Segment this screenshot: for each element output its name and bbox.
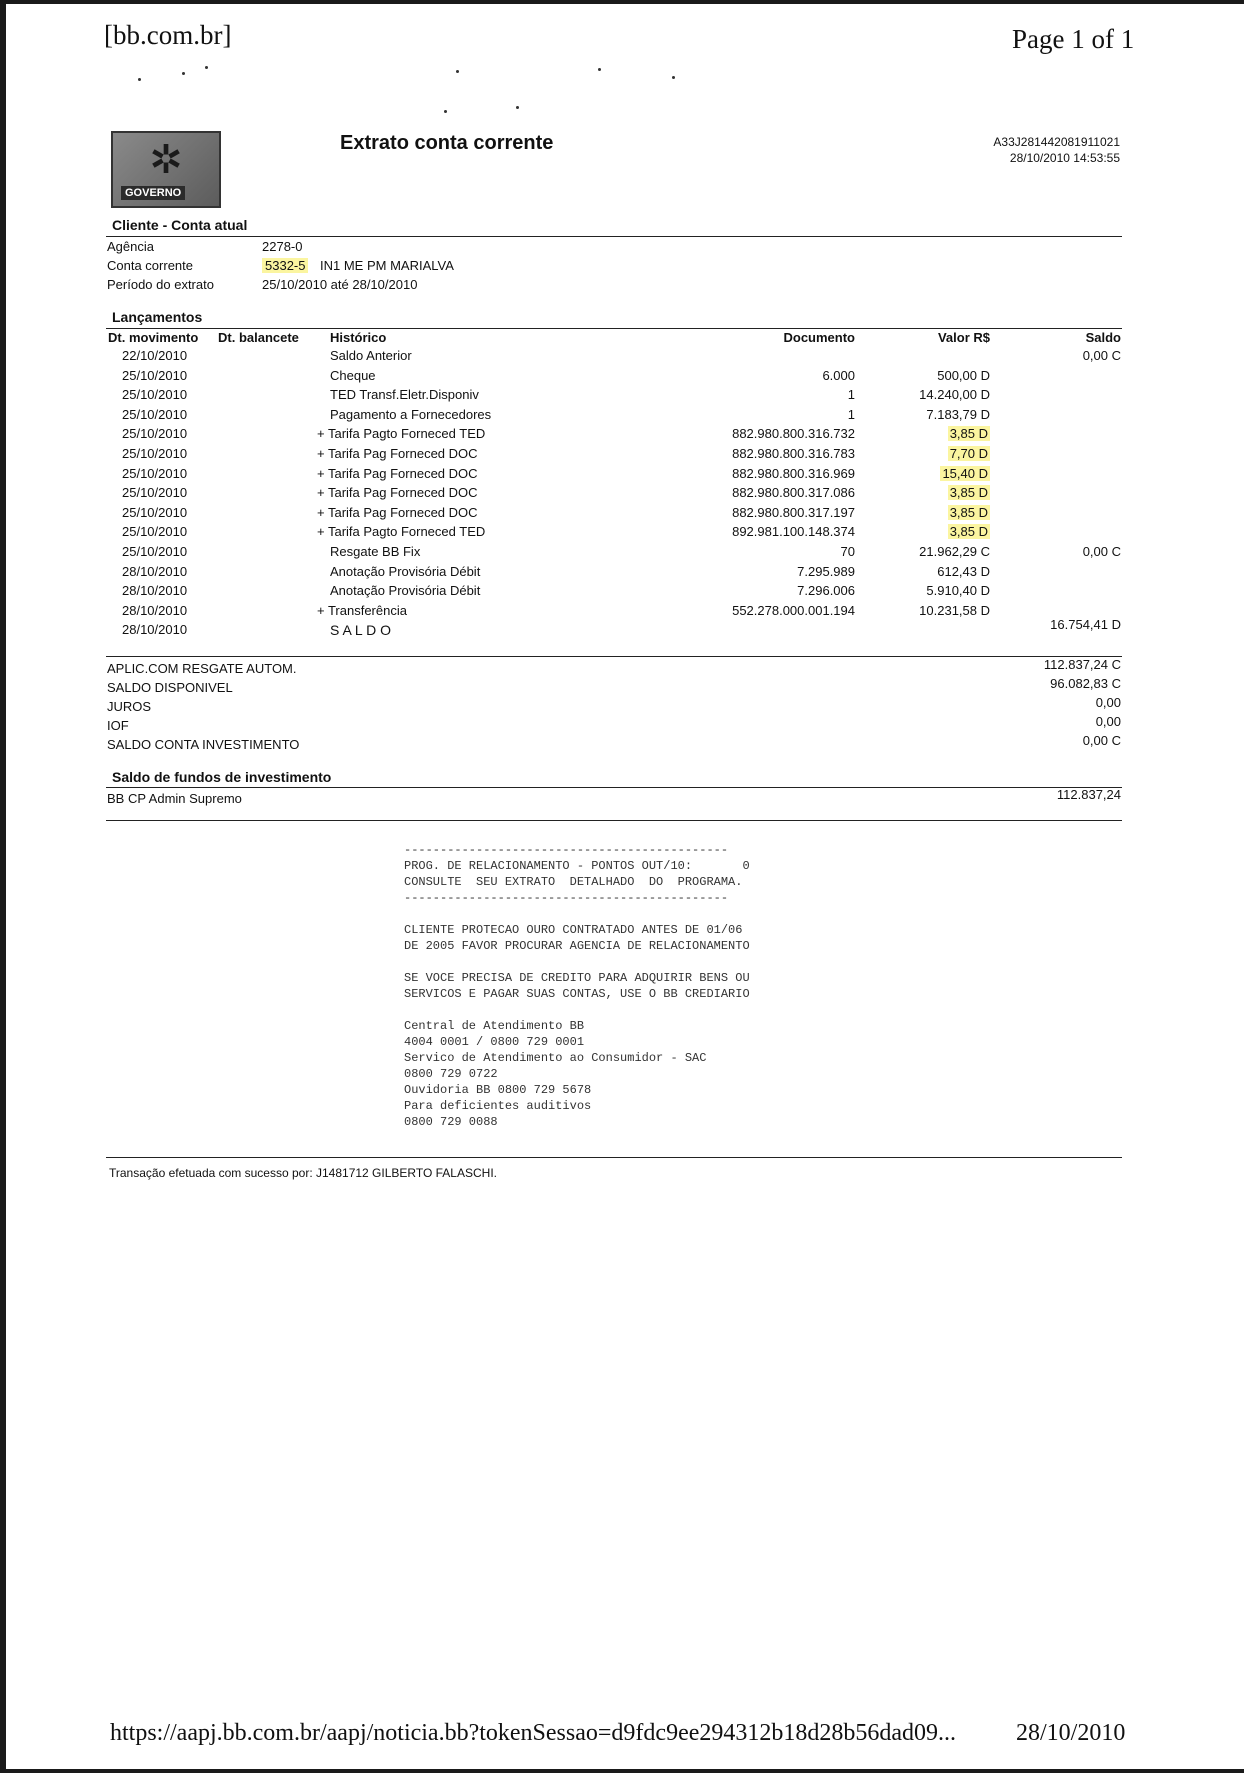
table-row	[0, 387, 1244, 406]
print-header-site: [bb.com.br]	[104, 20, 232, 50]
row-saldo: 0,00 C	[1082, 544, 1121, 559]
row-valor	[860, 485, 990, 500]
agencia-label: Agência	[107, 239, 154, 254]
divider	[106, 328, 1122, 329]
row-date: 25/10/2010	[122, 465, 188, 481]
table-row	[0, 485, 1244, 504]
table-row	[0, 505, 1244, 524]
divider	[106, 1157, 1122, 1158]
col-dt-balancete: Dt. balancete	[218, 330, 299, 345]
row-date: 25/10/2010	[122, 504, 188, 520]
notice-dashes: ---------------------------------------------	[404, 843, 729, 857]
scan-speck	[516, 106, 519, 109]
client-section-title: Cliente - Conta atual	[112, 217, 248, 233]
row-date: 22/10/2010	[122, 348, 188, 363]
row-document: 882.980.800.317.086	[732, 485, 855, 501]
row-description: + Tarifa Pag Forneced DOC	[317, 465, 478, 481]
table-row	[0, 368, 1244, 387]
notice-line: 0800 729 0722	[404, 1067, 498, 1081]
fundos-section-title: Saldo de fundos de investimento	[112, 769, 332, 785]
notice-line: CONSULTE SEU EXTRATO DETALHADO DO PROGRAMA.	[404, 875, 743, 889]
notice-line: Ouvidoria BB 0800 729 5678	[404, 1083, 592, 1097]
notice-line: 4004 0001 / 0800 729 0001	[404, 1035, 585, 1049]
notice-line: SERVICOS E PAGAR SUAS CONTAS, USE O BB CREDIARIO	[404, 987, 750, 1001]
summary-label: SALDO DISPONIVEL	[107, 680, 233, 695]
bb-logo-icon: ✲	[149, 137, 183, 183]
row-date: 25/10/2010	[122, 524, 188, 540]
row-valor	[860, 426, 990, 441]
conta-label: Conta corrente	[107, 258, 193, 273]
row-description: TED Transf.Eletr.Disponiv	[330, 387, 479, 403]
row-description: + Tarifa Pag Forneced DOC	[317, 504, 478, 520]
highlighted-valor: 3,85 D	[949, 426, 988, 442]
document-id: A33J281442081911021	[993, 135, 1120, 149]
periodo-label: Período do extrato	[107, 277, 214, 292]
table-row	[0, 407, 1244, 426]
row-document: 6.000	[822, 367, 855, 383]
row-document: 70	[840, 544, 855, 559]
row-description: + Tarifa Pagto Forneced TED	[317, 524, 486, 540]
summary-label: SALDO CONTA INVESTIMENTO	[107, 737, 300, 752]
row-description: Cheque	[330, 367, 376, 383]
table-row	[0, 426, 1244, 445]
notice-line: 0800 729 0088	[404, 1115, 498, 1129]
row-description: Resgate BB Fix	[330, 544, 421, 559]
table-row	[0, 544, 1244, 563]
scan-speck	[205, 66, 208, 69]
row-date: 28/10/2010	[122, 622, 188, 638]
document-code	[900, 134, 1120, 166]
notice-line: DE 2005 FAVOR PROCURAR AGENCIA DE RELACIONAMENTO	[404, 939, 750, 953]
row-description: Saldo Anterior	[330, 348, 412, 363]
summary-label: IOF	[107, 718, 129, 733]
conta-number: 5332-5	[262, 258, 308, 273]
row-date: 25/10/2010	[122, 544, 188, 559]
notice-line: Central de Atendimento BB	[404, 1019, 585, 1033]
col-historico: Histórico	[330, 330, 387, 345]
summary-value: 0,00	[1095, 714, 1121, 729]
notice-dashes: ---------------------------------------------	[404, 891, 729, 905]
notice-line: SE VOCE PRECISA DE CREDITO PARA ADQUIRIR BENS OU	[404, 971, 750, 985]
row-document: 1	[847, 406, 855, 422]
scan-border-left	[0, 0, 6, 1773]
fundo-value: 112.837,24	[1056, 787, 1121, 802]
row-description: Pagamento a Fornecedores	[330, 406, 492, 422]
transaction-status: Transação efetuada com sucesso por: J1481712 GILBERTO FALASCHI.	[109, 1166, 497, 1180]
print-footer-date: 28/10/2010	[1016, 1720, 1126, 1746]
summary-label: APLIC.COM RESGATE AUTOM.	[107, 661, 297, 676]
row-saldo: 0,00 C	[1082, 348, 1121, 363]
row-date: 25/10/2010	[122, 446, 188, 461]
lancamentos-section-title: Lançamentos	[112, 309, 203, 325]
row-valor: 21.962,29 C	[919, 544, 990, 559]
row-document: 882.980.800.317.197	[732, 504, 855, 520]
periodo-value: 25/10/2010 até 28/10/2010	[262, 277, 418, 292]
row-date: 25/10/2010	[122, 367, 188, 383]
scan-speck	[456, 70, 459, 73]
row-valor: 500,00 D	[937, 367, 990, 383]
notice-line: Para deficientes auditivos	[404, 1099, 592, 1113]
row-saldo: 16.754,41 D	[1050, 617, 1121, 633]
summary-value: 112.837,24 C	[1043, 657, 1121, 672]
notice-line: Servico de Atendimento ao Consumidor - SAC	[404, 1051, 707, 1065]
table-row	[0, 348, 1244, 367]
summary-value: 96.082,83 C	[1050, 676, 1121, 691]
row-description: Anotação Provisória Débit	[330, 583, 481, 599]
row-valor	[860, 446, 990, 461]
row-description: + Tarifa Pag Forneced DOC	[317, 446, 478, 461]
row-document: 892.981.100.148.374	[732, 524, 855, 540]
row-date: 25/10/2010	[122, 387, 188, 403]
row-valor	[860, 524, 990, 539]
highlighted-valor: 3,85 D	[949, 485, 988, 501]
bank-logo	[111, 131, 221, 208]
scan-speck	[138, 78, 141, 81]
scan-speck	[182, 72, 185, 75]
table-row	[0, 583, 1244, 602]
notice-line: PROG. DE RELACIONAMENTO - PONTOS OUT/10: 0	[404, 859, 750, 873]
table-row	[0, 524, 1244, 543]
row-date: 28/10/2010	[122, 583, 188, 599]
row-document: 882.980.800.316.969	[732, 465, 855, 481]
divider	[106, 820, 1122, 821]
col-valor: Valor R$	[937, 330, 990, 345]
notice-line: CLIENTE PROTECAO OURO CONTRATADO ANTES DE 01/06	[404, 923, 743, 937]
print-header-page: Page 1 of 1	[1012, 24, 1135, 54]
row-document: 882.980.800.316.732	[732, 426, 855, 442]
row-description: S A L D O	[330, 622, 391, 639]
page-title: Extrato conta corrente	[340, 132, 554, 154]
row-valor	[860, 466, 990, 481]
scan-border-bottom	[0, 1769, 1244, 1773]
divider	[106, 236, 1122, 237]
highlighted-valor: 3,85 D	[949, 504, 988, 520]
logo-label: GOVERNO	[121, 186, 185, 200]
highlighted-valor: 3,85 D	[949, 524, 988, 540]
row-document: 1	[847, 387, 855, 403]
highlighted-valor: 7,70 D	[949, 446, 988, 461]
row-valor: 7.183,79 D	[926, 406, 990, 422]
summary-label: JUROS	[107, 699, 152, 714]
row-description: + Tarifa Pag Forneced DOC	[317, 485, 478, 501]
row-valor: 5.910,40 D	[926, 583, 990, 599]
row-description: + Tarifa Pagto Forneced TED	[317, 426, 486, 442]
row-valor: 10.231,58 D	[919, 602, 990, 618]
row-date: 28/10/2010	[122, 563, 188, 579]
row-description: Anotação Provisória Débit	[330, 563, 481, 579]
summary-value: 0,00	[1095, 695, 1121, 710]
highlighted-valor: 15,40 D	[942, 465, 988, 481]
conta-name: IN1 ME PM MARIALVA	[320, 258, 454, 273]
row-date: 25/10/2010	[122, 406, 188, 422]
table-row	[0, 466, 1244, 485]
table-row	[0, 446, 1244, 465]
scan-speck	[598, 68, 601, 71]
scan-border-top	[0, 0, 1244, 4]
row-description: + Transferência	[317, 602, 407, 618]
fundo-name: BB CP Admin Supremo	[107, 791, 242, 806]
row-valor	[860, 505, 990, 520]
col-documento: Documento	[783, 330, 855, 345]
summary-value: 0,00 C	[1082, 733, 1121, 748]
row-date: 28/10/2010	[122, 602, 188, 618]
scan-speck	[672, 76, 675, 79]
col-dt-movimento: Dt. movimento	[108, 330, 199, 345]
document-datetime: 28/10/2010 14:53:55	[1009, 151, 1120, 165]
scan-speck	[444, 110, 447, 113]
table-row	[0, 617, 1244, 641]
row-document: 882.980.800.316.783	[732, 446, 855, 461]
print-footer-url: https://aapj.bb.com.br/aapj/noticia.bb?tokenSessao=d9fdc9ee294312b18d28b56dad09...	[110, 1720, 957, 1746]
row-document: 7.296.006	[797, 583, 855, 599]
row-valor: 14.240,00 D	[919, 387, 990, 403]
row-document: 7.295.989	[797, 563, 855, 579]
table-row	[0, 564, 1244, 583]
col-saldo: Saldo	[1085, 330, 1121, 345]
row-date: 25/10/2010	[122, 485, 188, 501]
row-date: 25/10/2010	[122, 426, 188, 442]
notice-block	[404, 842, 750, 1130]
agencia-value: 2278-0	[262, 239, 303, 254]
row-document: 552.278.000.001.194	[732, 602, 855, 618]
row-valor: 612,43 D	[937, 563, 990, 579]
